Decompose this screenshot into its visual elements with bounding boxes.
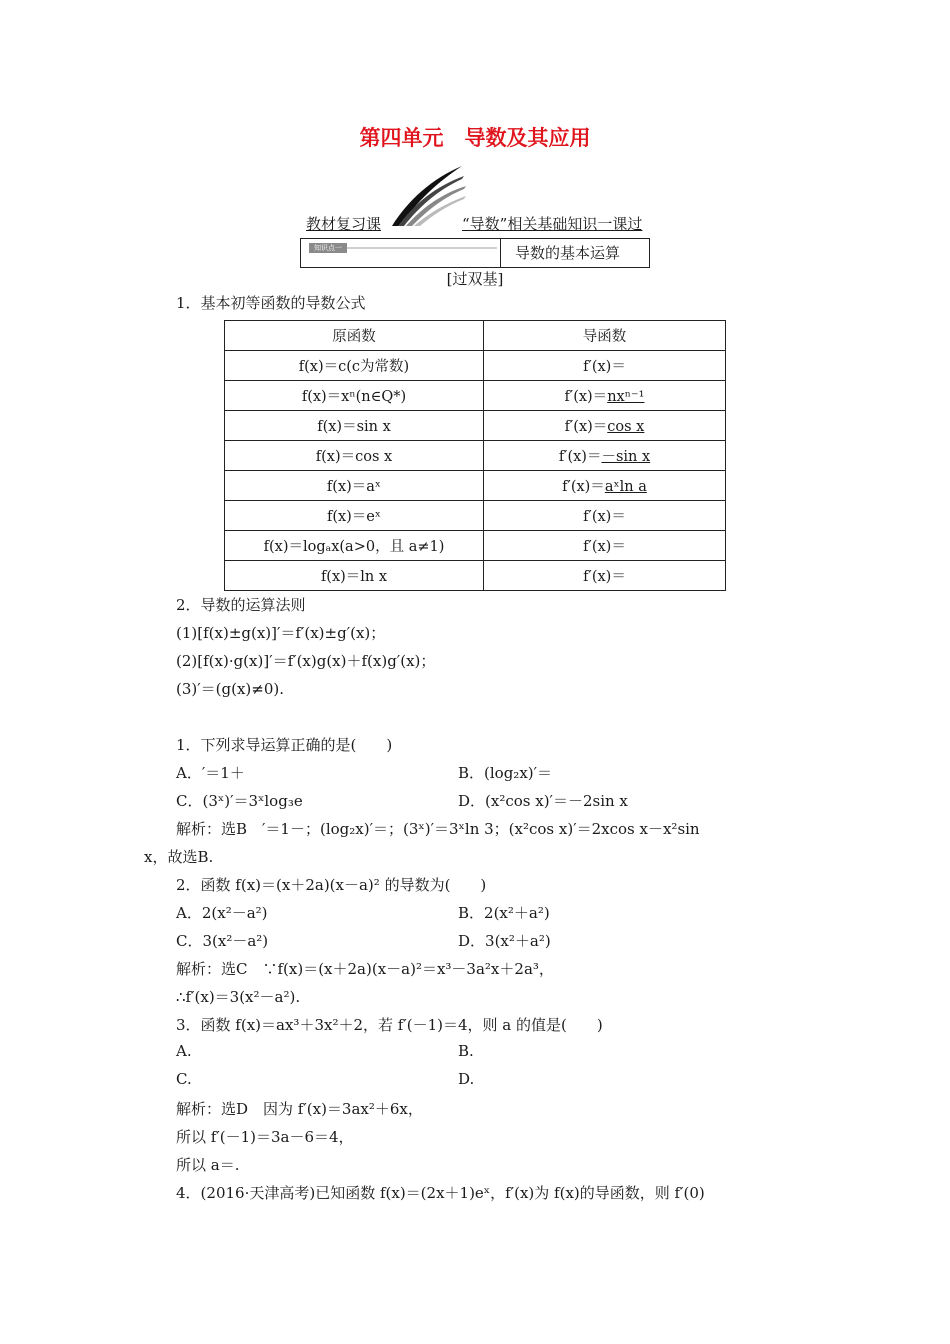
derivative-cell — [484, 561, 726, 591]
derivative-cell — [484, 501, 726, 531]
derivative-answer: cos x — [607, 419, 645, 435]
rule-sum: (1)[f(x)±g(x)]′＝f′(x)±g′(x)； — [176, 624, 386, 642]
table-header-row — [225, 321, 726, 351]
table-row — [225, 441, 726, 471]
course-type-label: 教材复习课 — [306, 215, 382, 233]
table-row — [225, 411, 726, 441]
derivative-answer: nxⁿ⁻¹ — [607, 389, 645, 405]
q2-option-b: B．2(x²＋a²) — [458, 904, 550, 922]
section1-heading: 1．基本初等函数的导数公式 — [176, 294, 366, 312]
q3-option-c: C. — [176, 1070, 192, 1088]
question-3-stem: 3．函数 f(x)＝ax³＋3x²＋2，若 f′(－1)＝4，则 a 的值是( ) — [176, 1016, 603, 1034]
original-function-cell: f(x)＝c(c为常数) — [225, 351, 484, 381]
original-function-cell: f(x)＝xⁿ(n∈Q*) — [225, 381, 484, 411]
q2-option-d: D．3(x²＋a²) — [458, 932, 551, 950]
derivative-prefix: f′(x)＝ — [583, 539, 626, 555]
original-function-cell: f(x)＝ln x — [225, 561, 484, 591]
question-1-stem: 1．下列求导运算正确的是( ) — [176, 736, 393, 754]
derivative-answer: －sin x — [601, 449, 651, 465]
course-subtitle: “导数”相关基础知识一课过 — [462, 215, 643, 233]
derivative-cell — [484, 351, 726, 381]
q1-option-b: B．(log₂x)′＝ — [458, 764, 553, 782]
table-row — [225, 351, 726, 381]
q3-option-a: A. — [176, 1042, 192, 1060]
tag-stripe — [347, 247, 497, 249]
derivative-answer: aˣln a — [604, 479, 647, 495]
knowledge-point-title: 导数的基本运算 — [515, 244, 621, 262]
q3-analysis-line1: 解析：选D 因为 f′(x)＝3ax²＋6x， — [176, 1100, 423, 1118]
q2-analysis-line1: 解析：选C ∵f(x)＝(x＋2a)(x－a)²＝x³－3a²x＋2a³， — [176, 960, 554, 978]
derivative-prefix: f′(x)＝ — [583, 569, 626, 585]
derivative-prefix: f′(x)＝ — [564, 419, 608, 435]
derivative-cell — [484, 381, 726, 411]
derivative-prefix: f′(x)＝ — [562, 479, 605, 495]
q1-option-a: A．′＝1＋ — [176, 764, 245, 782]
q2-option-a: A．2(x²－a²) — [176, 904, 268, 922]
table-row — [225, 561, 726, 591]
derivative-cell — [484, 441, 726, 471]
q1-analysis-line2: x，故选B. — [144, 848, 214, 866]
table-row — [225, 531, 726, 561]
q1-analysis-line1: 解析：选B ′＝1－；(log₂x)′＝；(3ˣ)′＝3ˣln 3；(x²cos x)′＝2xcos x－x²sin — [176, 820, 700, 838]
table-row — [225, 501, 726, 531]
table-row — [225, 471, 726, 501]
page-title: 第四单元 导数及其应用 — [359, 126, 591, 150]
derivative-prefix: f′(x)＝ — [558, 449, 602, 465]
q1-option-c: C．(3ˣ)′＝3ˣlog₃e — [176, 792, 303, 810]
derivative-prefix: f′(x)＝ — [564, 389, 608, 405]
q2-analysis-line2: ∴f′(x)＝3(x²－a²). — [176, 988, 301, 1006]
derivative-formula-table — [224, 320, 726, 591]
question-2-stem: 2．函数 f(x)＝(x＋2a)(x－a)² 的导数为( ) — [176, 876, 487, 894]
box-divider — [500, 239, 501, 267]
derivative-cell — [484, 531, 726, 561]
q3-option-d: D. — [458, 1070, 475, 1088]
derivative-prefix: f′(x)＝ — [583, 509, 626, 525]
q2-option-c: C．3(x²－a²) — [176, 932, 269, 950]
swoosh-decoration-icon — [378, 160, 468, 230]
section2-heading: 2．导数的运算法则 — [176, 596, 306, 614]
original-function-cell: f(x)＝aˣ — [225, 471, 484, 501]
rule-quotient: (3)′＝(g(x)≠0). — [176, 680, 285, 698]
derivative-prefix: f′(x)＝ — [583, 359, 626, 375]
section-subheading: [过双基] — [446, 270, 504, 288]
knowledge-point-tag: 知识点一 — [309, 243, 347, 253]
original-function-cell: f(x)＝cos x — [225, 441, 484, 471]
derivative-cell — [484, 471, 726, 501]
q3-analysis-line2: 所以 f′(－1)＝3a－6＝4， — [176, 1128, 354, 1146]
knowledge-point-box — [300, 238, 650, 268]
table-row — [225, 381, 726, 411]
q3-option-b: B. — [458, 1042, 474, 1060]
q1-option-d: D．(x²cos x)′＝－2sin x — [458, 792, 628, 810]
header-original-function: 原函数 — [225, 321, 484, 351]
derivative-cell — [484, 411, 726, 441]
original-function-cell: f(x)＝eˣ — [225, 501, 484, 531]
rule-product: (2)[f(x)·g(x)]′＝f′(x)g(x)＋f(x)g′(x)； — [176, 652, 436, 670]
question-4-stem: 4．(2016·天津高考)已知函数 f(x)＝(2x＋1)eˣ，f′(x)为 f(x)的导函数，则 f′(0) — [176, 1184, 705, 1202]
original-function-cell: f(x)＝logₐx(a>0，且 a≠1) — [225, 531, 484, 561]
original-function-cell: f(x)＝sin x — [225, 411, 484, 441]
header-derivative-function: 导函数 — [484, 321, 726, 351]
q3-analysis-line3: 所以 a＝. — [176, 1156, 240, 1174]
